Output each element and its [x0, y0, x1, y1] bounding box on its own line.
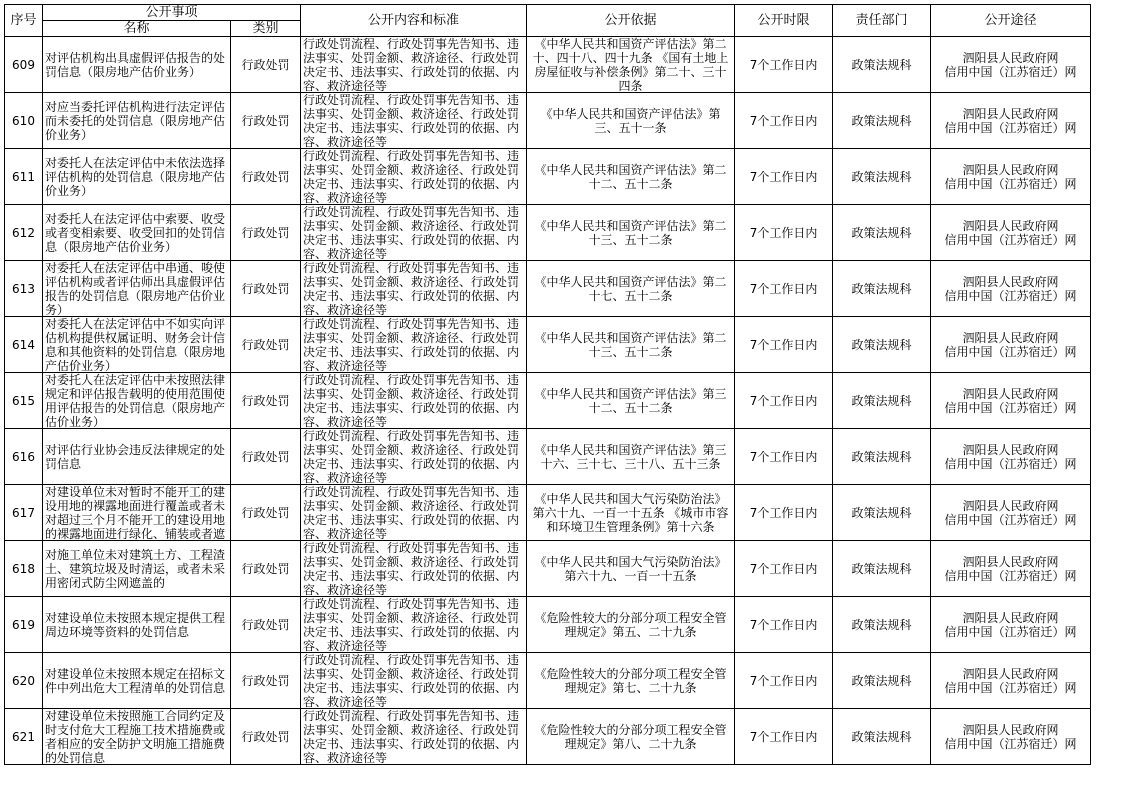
cell-dept: 政策法规科	[833, 653, 931, 709]
header-time: 公开时限	[735, 5, 833, 37]
cell-channel	[931, 93, 1091, 149]
table-row	[5, 317, 1091, 373]
cell-type: 行政处罚	[231, 485, 301, 541]
channel-line-2: 信用中国（江苏宿迁）网	[944, 176, 1077, 191]
cell-dept: 政策法规科	[833, 317, 931, 373]
cell-seq: 620	[5, 653, 43, 709]
cell-time: 7个工作日内	[735, 373, 833, 429]
cell-seq: 613	[5, 261, 43, 317]
cell-seq: 609	[5, 37, 43, 93]
channel-line-2: 信用中国（江苏宿迁）网	[944, 736, 1077, 751]
cell-content: 行政处罚流程、行政处罚事先告知书、违法事实、处罚金额、救济途径、行政处罚决定书、违法事实、行政处罚的依据、内容、救济途径等	[301, 485, 527, 541]
cell-dept: 政策法规科	[833, 261, 931, 317]
header-content: 公开内容和标准	[301, 5, 527, 37]
cell-seq: 619	[5, 597, 43, 653]
cell-content: 行政处罚流程、行政处罚事先告知书、违法事实、处罚金额、救济途径、行政处罚决定书、违法事实、行政处罚的依据、内容、救济途径等	[301, 429, 527, 485]
cell-type: 行政处罚	[231, 653, 301, 709]
cell-seq: 617	[5, 485, 43, 541]
header-dept: 责任部门	[833, 5, 931, 37]
header-channel: 公开途径	[931, 5, 1091, 37]
cell-basis: 《中华人民共和国资产评估法》第三十六、三十七、三十八、五十三条	[527, 429, 735, 485]
cell-time: 7个工作日内	[735, 149, 833, 205]
cell-seq: 621	[5, 709, 43, 765]
cell-basis: 《危险性较大的分部分项工程安全管理规定》第七、二十九条	[527, 653, 735, 709]
cell-name: 对委托人在法定评估中未按照法律规定和评估报告载明的使用范围使用评估报告的处罚信息（限房地产估价业务）	[43, 373, 231, 429]
cell-channel	[931, 653, 1091, 709]
cell-time: 7个工作日内	[735, 205, 833, 261]
channel-line-2: 信用中国（江苏宿迁）网	[944, 400, 1077, 415]
cell-time: 7个工作日内	[735, 653, 833, 709]
cell-dept: 政策法规科	[833, 709, 931, 765]
cell-dept: 政策法规科	[833, 597, 931, 653]
table-row	[5, 597, 1091, 653]
channel-line-2: 信用中国（江苏宿迁）网	[944, 120, 1077, 135]
cell-name: 对建设单位未按照本规定提供工程周边环境等资料的处罚信息	[43, 597, 231, 653]
channel-line-1: 泗阳县人民政府网	[962, 218, 1059, 233]
cell-dept: 政策法规科	[833, 541, 931, 597]
channel-line-2: 信用中国（江苏宿迁）网	[944, 456, 1077, 471]
cell-seq: 618	[5, 541, 43, 597]
channel-line-2: 信用中国（江苏宿迁）网	[944, 568, 1077, 583]
cell-time: 7个工作日内	[735, 93, 833, 149]
cell-name: 对委托人在法定评估中未依法选择评估机构的处罚信息（限房地产估价业务）	[43, 149, 231, 205]
table-row	[5, 373, 1091, 429]
cell-basis: 《中华人民共和国资产评估法》第三、五十一条	[527, 93, 735, 149]
cell-type: 行政处罚	[231, 205, 301, 261]
cell-type: 行政处罚	[231, 709, 301, 765]
table-row	[5, 709, 1091, 765]
cell-dept: 政策法规科	[833, 149, 931, 205]
cell-channel	[931, 261, 1091, 317]
cell-time: 7个工作日内	[735, 485, 833, 541]
channel-line-2: 信用中国（江苏宿迁）网	[944, 624, 1077, 639]
cell-basis: 《中华人民共和国大气污染防治法》第六十九、一百一十五条 《城市市容和环境卫生管理条例》第十六条	[527, 485, 735, 541]
cell-channel	[931, 373, 1091, 429]
table-row	[5, 429, 1091, 485]
cell-name: 对建设单位未对暂时不能开工的建设用地的裸露地面进行覆盖或者未对超过三个月不能开工的建设用地的裸露地面进行绿化、铺装或者遮	[43, 485, 231, 541]
cell-channel	[931, 541, 1091, 597]
cell-content: 行政处罚流程、行政处罚事先告知书、违法事实、处罚金额、救济途径、行政处罚决定书、违法事实、行政处罚的依据、内容、救济途径等	[301, 205, 527, 261]
cell-channel	[931, 205, 1091, 261]
cell-content: 行政处罚流程、行政处罚事先告知书、违法事实、处罚金额、救济途径、行政处罚决定书、违法事实、行政处罚的依据、内容、救济途径等	[301, 317, 527, 373]
table-row	[5, 541, 1091, 597]
channel-line-1: 泗阳县人民政府网	[962, 330, 1059, 345]
cell-time: 7个工作日内	[735, 317, 833, 373]
cell-channel	[931, 485, 1091, 541]
cell-type: 行政处罚	[231, 261, 301, 317]
cell-time: 7个工作日内	[735, 37, 833, 93]
cell-dept: 政策法规科	[833, 37, 931, 93]
cell-content: 行政处罚流程、行政处罚事先告知书、违法事实、处罚金额、救济途径、行政处罚决定书、违法事实、行政处罚的依据、内容、救济途径等	[301, 261, 527, 317]
channel-line-1: 泗阳县人民政府网	[962, 162, 1059, 177]
cell-seq: 610	[5, 93, 43, 149]
cell-name: 对委托人在法定评估中索要、收受或者变相索要、收受回扣的处罚信息（限房地产估价业务）	[43, 205, 231, 261]
channel-line-1: 泗阳县人民政府网	[962, 666, 1059, 681]
cell-time: 7个工作日内	[735, 541, 833, 597]
cell-time: 7个工作日内	[735, 429, 833, 485]
cell-seq: 616	[5, 429, 43, 485]
cell-time: 7个工作日内	[735, 709, 833, 765]
channel-line-1: 泗阳县人民政府网	[962, 498, 1059, 513]
cell-channel	[931, 37, 1091, 93]
cell-name: 对建设单位未按照本规定在招标文件中列出危大工程清单的处罚信息	[43, 653, 231, 709]
cell-content: 行政处罚流程、行政处罚事先告知书、违法事实、处罚金额、救济途径、行政处罚决定书、违法事实、行政处罚的依据、内容、救济途径等	[301, 597, 527, 653]
channel-line-2: 信用中国（江苏宿迁）网	[944, 64, 1077, 79]
header-item-group: 公开事项	[43, 5, 301, 21]
cell-dept: 政策法规科	[833, 373, 931, 429]
cell-seq: 614	[5, 317, 43, 373]
cell-content: 行政处罚流程、行政处罚事先告知书、违法事实、处罚金额、救济途径、行政处罚决定书、违法事实、行政处罚的依据、内容、救济途径等	[301, 149, 527, 205]
cell-name: 对施工单位未对建筑土方、工程渣土、建筑垃圾及时清运，或者未采用密闭式防尘网遮盖的	[43, 541, 231, 597]
disclosure-table	[4, 4, 1091, 765]
table-row	[5, 205, 1091, 261]
table-row	[5, 261, 1091, 317]
channel-line-1: 泗阳县人民政府网	[962, 610, 1059, 625]
channel-line-2: 信用中国（江苏宿迁）网	[944, 288, 1077, 303]
cell-dept: 政策法规科	[833, 429, 931, 485]
channel-line-1: 泗阳县人民政府网	[962, 722, 1059, 737]
cell-seq: 615	[5, 373, 43, 429]
cell-channel	[931, 597, 1091, 653]
channel-line-1: 泗阳县人民政府网	[962, 274, 1059, 289]
cell-channel	[931, 429, 1091, 485]
cell-content: 行政处罚流程、行政处罚事先告知书、违法事实、处罚金额、救济途径、行政处罚决定书、违法事实、行政处罚的依据、内容、救济途径等	[301, 93, 527, 149]
cell-basis: 《中华人民共和国大气污染防治法》第六十九、一百一十五条	[527, 541, 735, 597]
cell-basis: 《危险性较大的分部分项工程安全管理规定》第八、二十九条	[527, 709, 735, 765]
cell-seq: 612	[5, 205, 43, 261]
cell-basis: 《中华人民共和国资产评估法》第二十三、五十二条	[527, 317, 735, 373]
cell-name: 对委托人在法定评估中不如实向评估机构提供权属证明、财务会计信息和其他资料的处罚信息（限房地产估价业务）	[43, 317, 231, 373]
cell-basis: 《中华人民共和国资产评估法》第二十三、五十二条	[527, 205, 735, 261]
channel-line-1: 泗阳县人民政府网	[962, 442, 1059, 457]
cell-basis: 《危险性较大的分部分项工程安全管理规定》第五、二十九条	[527, 597, 735, 653]
cell-content: 行政处罚流程、行政处罚事先告知书、违法事实、处罚金额、救济途径、行政处罚决定书、违法事实、行政处罚的依据、内容、救济途径等	[301, 373, 527, 429]
cell-dept: 政策法规科	[833, 205, 931, 261]
cell-seq: 611	[5, 149, 43, 205]
channel-line-1: 泗阳县人民政府网	[962, 554, 1059, 569]
header-type: 类别	[231, 21, 301, 37]
header-basis: 公开依据	[527, 5, 735, 37]
cell-type: 行政处罚	[231, 429, 301, 485]
cell-name: 对评估机构出具虚假评估报告的处罚信息（限房地产估价业务）	[43, 37, 231, 93]
header-name: 名称	[43, 21, 231, 37]
channel-line-2: 信用中国（江苏宿迁）网	[944, 232, 1077, 247]
header-seq: 序号	[5, 5, 43, 37]
cell-basis: 《中华人民共和国资产评估法》第三十二、五十二条	[527, 373, 735, 429]
cell-content: 行政处罚流程、行政处罚事先告知书、违法事实、处罚金额、救济途径、行政处罚决定书、违法事实、行政处罚的依据、内容、救济途径等	[301, 541, 527, 597]
channel-line-1: 泗阳县人民政府网	[962, 386, 1059, 401]
table-row	[5, 485, 1091, 541]
channel-line-1: 泗阳县人民政府网	[962, 106, 1059, 121]
cell-dept: 政策法规科	[833, 93, 931, 149]
channel-line-2: 信用中国（江苏宿迁）网	[944, 680, 1077, 695]
cell-content: 行政处罚流程、行政处罚事先告知书、违法事实、处罚金额、救济途径、行政处罚决定书、违法事实、行政处罚的依据、内容、救济途径等	[301, 709, 527, 765]
cell-type: 行政处罚	[231, 317, 301, 373]
cell-content: 行政处罚流程、行政处罚事先告知书、违法事实、处罚金额、救济途径、行政处罚决定书、违法事实、行政处罚的依据、内容、救济途径等	[301, 37, 527, 93]
cell-basis: 《中华人民共和国资产评估法》第二十、四十八、四十九条 《国有土地上房屋征收与补偿条例》第二十、三十四条	[527, 37, 735, 93]
cell-type: 行政处罚	[231, 37, 301, 93]
table-row	[5, 653, 1091, 709]
table-row	[5, 37, 1091, 93]
cell-time: 7个工作日内	[735, 261, 833, 317]
cell-type: 行政处罚	[231, 597, 301, 653]
cell-name: 对评估行业协会违反法律规定的处罚信息	[43, 429, 231, 485]
cell-channel	[931, 709, 1091, 765]
channel-line-2: 信用中国（江苏宿迁）网	[944, 512, 1077, 527]
channel-line-1: 泗阳县人民政府网	[962, 50, 1059, 65]
cell-type: 行政处罚	[231, 93, 301, 149]
cell-channel	[931, 317, 1091, 373]
cell-name: 对委托人在法定评估中串通、唆使评估机构或者评估师出具虚假评估报告的处罚信息（限房地产估价业务）	[43, 261, 231, 317]
channel-line-2: 信用中国（江苏宿迁）网	[944, 344, 1077, 359]
cell-type: 行政处罚	[231, 541, 301, 597]
cell-basis: 《中华人民共和国资产评估法》第二十七、五十二条	[527, 261, 735, 317]
table-row	[5, 93, 1091, 149]
cell-type: 行政处罚	[231, 373, 301, 429]
cell-channel	[931, 149, 1091, 205]
cell-content: 行政处罚流程、行政处罚事先告知书、违法事实、处罚金额、救济途径、行政处罚决定书、违法事实、行政处罚的依据、内容、救济途径等	[301, 653, 527, 709]
table-row	[5, 149, 1091, 205]
cell-dept: 政策法规科	[833, 485, 931, 541]
cell-time: 7个工作日内	[735, 597, 833, 653]
cell-name: 对应当委托评估机构进行法定评估而未委托的处罚信息（限房地产估价业务）	[43, 93, 231, 149]
cell-name: 对建设单位未按照施工合同约定及时支付危大工程施工技术措施费或者相应的安全防护文明施工措施费的处罚信息	[43, 709, 231, 765]
cell-type: 行政处罚	[231, 149, 301, 205]
cell-basis: 《中华人民共和国资产评估法》第二十二、五十二条	[527, 149, 735, 205]
